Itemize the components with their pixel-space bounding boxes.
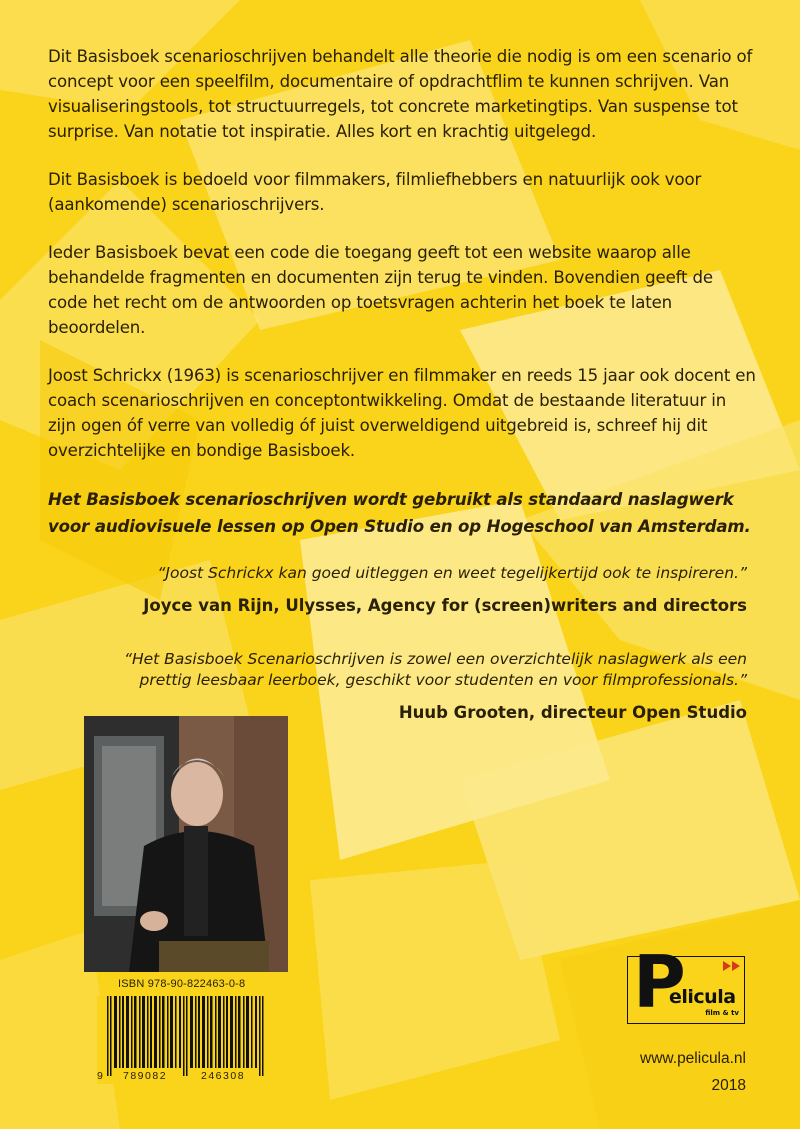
barcode-right-digits: 246308 [201,1070,246,1082]
barcode-first-digit: 9 [97,1070,103,1082]
quote-2-author: Huub Grooten, directeur Open Studio [398,703,747,722]
back-cover-text [48,44,756,563]
isbn-text: ISBN 978-90-822463-0-8 [118,978,246,990]
audience-paragraph: Dit Basisboek is bedoeld voor filmmakers, filmliefhebbers en natuurlijk ook voor (aankomende) scenarioschrijvers. [48,170,702,214]
publisher-website[interactable]: www.pelicula.nl [640,1050,746,1067]
barcode-left-digits: 789082 [123,1070,168,1082]
author-photo [84,716,288,972]
publisher-logo [627,940,745,1024]
website-code-paragraph: Ieder Basisboek bevat een code die toegang geeft tot een website waarop alle behandelde fragmenten en documenten zijn terug te vinden. Bovendien geeft de code het recht om de antwoorden op toetsvragen achterin het boek te laten beoordelen. [48,243,713,337]
quote-1-text: “Joost Schrickx kan goed uitleggen en weet tegelijkertijd ook te inspireren.” [157,564,747,582]
barcode [97,996,282,1084]
logo-name: elicula [669,986,736,1008]
quote-1-author: Joyce van Rijn, Ulysses, Agency for (screen)writers and directors [143,596,747,615]
logo-tagline: film & tv [705,1009,739,1017]
publication-year: 2018 [711,1077,746,1094]
quote-2-text: “Het Basisboek Scenarioschrijven is zowel een overzichtelijk naslagwerk als een prettig leesbaar leerboek, geschikt voor studenten en voor filmprofessionals.” [123,650,747,689]
description-paragraph: Dit Basisboek scenarioschrijven behandelt alle theorie die nodig is om een scenario of concept voor een speelfilm, documentaire of opdrachtflim te kunnen schrijven. Van visualiseringstools, tot structuurregels, tot concrete marketingtips. Van suspense tot surprise. Van notatie tot inspiratie. Alles kort en krachtig uitgelegd. [48,47,753,141]
usage-statement: Het Basisboek scenarioschrijven wordt gebruikt als standaard naslagwerk voor audiovisuele lessen op Open Studio en op Hogeschool van Amsterdam. [48,490,751,536]
logo-letter: P [633,940,686,1024]
author-bio-paragraph: Joost Schrickx (1963) is scenarioschrijver en filmmaker en reeds 15 jaar ook docent en coach scenarioschrijven en conceptontwikkeling. Omdat de bestaande literatuur in zijn ogen óf verre van volledig óf juist overweldigend uitgebreid is, schreef hij dit overzichtelijke en bondige Basisboek. [48,366,756,460]
